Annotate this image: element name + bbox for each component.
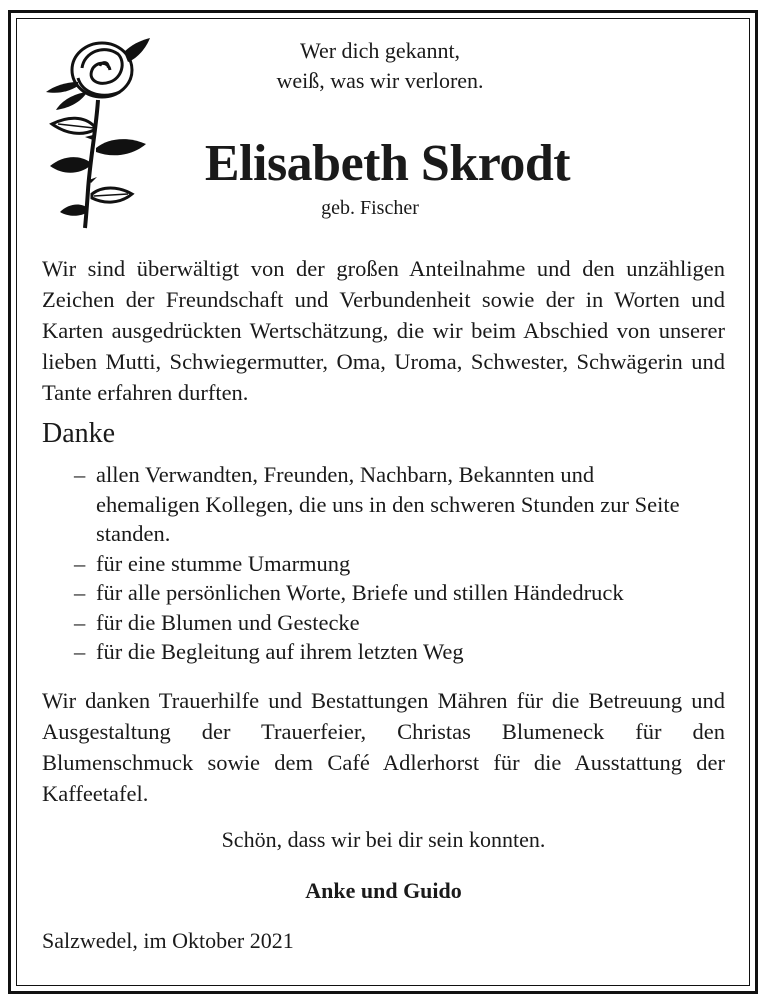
acknowledgement-paragraph: Wir danken Trauerhilfe und Bestattungen Mähren für die Betreuung und Ausgestaltung der Trauerfeier, Christas Blumeneck für den Blumenschmuck sowie dem Café Adlerhorst für die Ausstattung der Kaffeetafel. [42,688,725,806]
list-item [74,460,734,549]
list-item [74,608,734,638]
place-date: Salzwedel, im Oktober 2021 [42,928,294,953]
deceased-name: Elisabeth Skrodt [204,135,571,192]
list-item-text: für die Blumen und Gestecke [96,609,360,635]
rose-icon [38,30,158,230]
dash: – [74,639,86,664]
dash: – [74,580,86,605]
list-item-text: für alle persönlichen Worte, Briefe und stillen Händedruck [96,580,624,605]
thanks-heading: Danke [42,418,116,449]
dash: – [74,609,86,635]
dash: – [74,462,86,487]
list-item [74,637,734,667]
thanks-list [74,460,734,667]
signature: Anke und Guido [305,878,462,903]
birth-name: geb. Fischer [321,197,419,219]
motto-line-1: Wer dich gekannt, [299,38,461,63]
intro-paragraph: Wir sind überwältigt von der großen Anteilnahme und den unzähligen Zeichen der Freundschaft und Verbundenheit sowie der in Worten und Karten ausgedrückten Wertschätzung, die wir beim Abschied von unserer lieben Mutti, Schwiegermutter, Oma, Uroma, Schwester, Schwägerin und Tante erfahren durften. [42,256,725,405]
dash: – [74,550,86,576]
list-item-text: für die Begleitung auf ihrem letzten Weg [96,639,464,664]
list-item [74,549,734,579]
motto [200,36,560,96]
closing-line: Schön, dass wir bei dir sein konnten. [221,827,546,852]
list-item-text: für eine stumme Umarmung [96,550,351,576]
motto-line-2: weiß, was wir verloren. [276,68,484,93]
list-item-text: allen Verwandten, Freunden, Nachbarn, Bekannten und ehemaligen Kollegen, die uns in den schweren Stunden zur Seite standen. [96,462,680,546]
list-item [74,578,734,608]
